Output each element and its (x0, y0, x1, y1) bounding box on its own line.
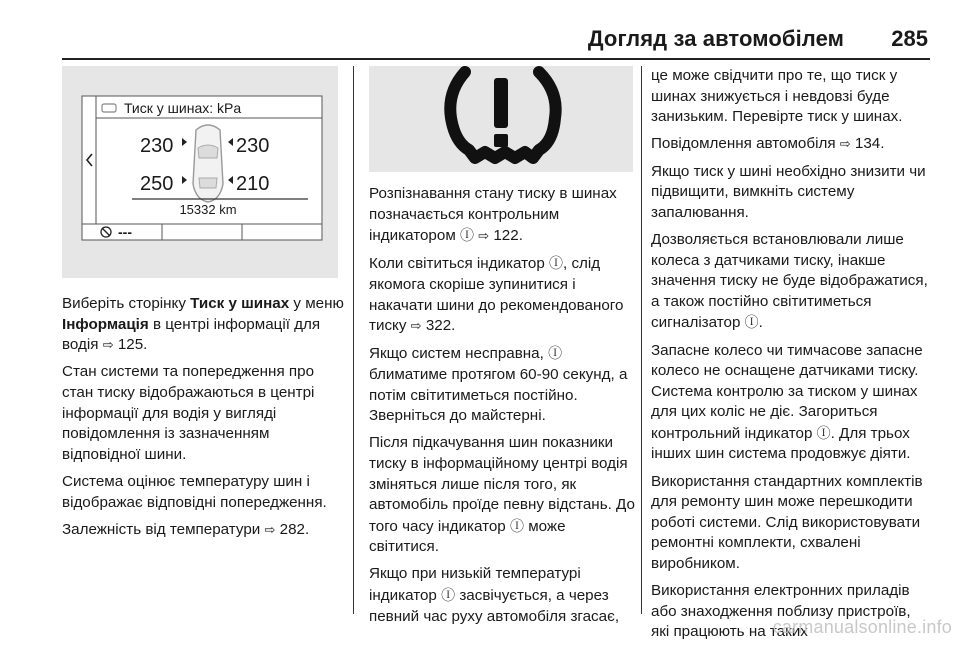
paragraph: Дозволяється встановлювали лише колеса з датчиками тиску, інакше значення тиску не буде відображатися, а також постійно світитиметься сигналізатор Ⓘ. (651, 230, 928, 332)
tpms-icon: Ⓘ (816, 424, 831, 441)
paragraph: Повідомлення автомобіля ⇨ 134. (651, 135, 885, 153)
paragraph: Залежність від температури ⇨ 282. (62, 520, 310, 538)
paragraph: Використання електронних приладів або знаходження поблизу пристроїв, які працюють на таких (651, 582, 911, 641)
menu-name: Інформація (62, 315, 149, 333)
page-reference-link[interactable]: 122. (493, 227, 523, 245)
paragraph: Якщо при низькій температурі індикатор Ⓘ засвічується, а через певний час руху автомобіля згасає, (369, 565, 620, 625)
display-title: Тиск у шинах: kPa (124, 100, 242, 116)
tpms-icon: Ⓘ (549, 255, 564, 272)
page-reference-link[interactable]: 125. (117, 336, 148, 354)
paragraph: Стан системи та попередження про стан тиску відображаються в центрі інформації для водія у вигляді повідомлення із зазначенням відповідної шини. (62, 363, 315, 463)
ref-arrow-icon: ⇨ (410, 318, 422, 334)
display-screen (62, 66, 338, 278)
ref-arrow-icon: ⇨ (478, 228, 490, 244)
tpms-icon: Ⓘ (744, 314, 759, 331)
paragraph: Виберіть сторінку Тиск у шинах у меню Інформація в центрі інформації для водія ⇨ 125. (62, 295, 344, 354)
front-right-pressure: 230 (236, 135, 270, 157)
tire-pressure-display-figure (62, 66, 338, 278)
paragraph: Якщо тиск у шині необхідно знизити чи підвищити, вимкніть систему запалювання. (651, 162, 926, 221)
text-column-3 (651, 66, 929, 650)
bottom-value: --- (118, 224, 132, 240)
page-reference-link[interactable]: 134. (854, 135, 885, 153)
page-reference-link[interactable]: 282. (279, 520, 310, 538)
ref-arrow-icon: ⇨ (102, 337, 114, 353)
column-divider (641, 66, 642, 614)
paragraph: Коли світиться індикатор Ⓘ, слід якомога скоріше зупинитися і накачати шини до рекомендованого тиску ⇨ 322. (369, 255, 624, 335)
paragraph: Після підкачування шин показники тиску в інформаційному центрі водія зміняться лише після того, як автомобіль проїде певну відстань. До того часу індикатор Ⓘ може світитися. (369, 434, 635, 556)
paragraph: Розпізнавання стану тиску в шинах позначається контрольним індикатором Ⓘ ⇨ 122. (369, 185, 617, 245)
paragraph: Якщо систем несправна, Ⓘ блиматиме протягом 60-90 секунд, а потім світитиметься постійно. Зверніться до майстерні. (369, 345, 628, 425)
page-reference-link[interactable]: 322. (425, 317, 456, 335)
paragraph: це може свідчити про те, що тиск у шинах знижується і невдовзі буде занизьким. Перевірте тиск у шинах. (651, 67, 903, 126)
front-left-pressure: 230 (140, 135, 174, 157)
ref-arrow-icon: ⇨ (839, 136, 851, 152)
odometer: 15332 km (179, 202, 237, 217)
page-header (62, 20, 930, 58)
tpms-warning-figure (369, 66, 633, 172)
tpms-icon: Ⓘ (509, 517, 524, 534)
tpms-icon: Ⓘ (459, 227, 474, 244)
text-column-2 (369, 184, 635, 634)
tpms-icon: Ⓘ (548, 345, 563, 362)
column-divider (353, 66, 354, 614)
header-rule (62, 58, 930, 60)
ref-arrow-icon: ⇨ (264, 521, 276, 537)
rear-right-pressure: 210 (236, 173, 270, 195)
paragraph: Система оцінює температуру шин і відображає відповідні попередження. (62, 472, 327, 511)
menu-item-label: Тиск у шинах (190, 295, 290, 312)
tpms-warning-icon (369, 66, 633, 172)
text-column-1 (62, 294, 346, 547)
page-title: Догляд за автомобілем (587, 26, 844, 51)
rear-left-pressure: 250 (140, 173, 174, 195)
paragraph: Запасне колесо чи тимчасове запасне колесо не оснащене датчиками тиску. Система контролю за тиском у шинах для цих коліс не діє. Загориться контрольний індикатор Ⓘ. Для трьох інших шин система продовжує діяти. (651, 341, 923, 463)
watermark: carmanualsonline.info (772, 617, 952, 637)
page-number: 285 (891, 26, 928, 51)
paragraph: Використання стандартних комплектів для ремонту шин може перешкодити роботі системи. Слід використовувати ремонтні комплекти, схвалені виробником. (651, 472, 923, 573)
car-top-view-icon (193, 125, 223, 202)
tpms-icon: Ⓘ (441, 587, 456, 604)
